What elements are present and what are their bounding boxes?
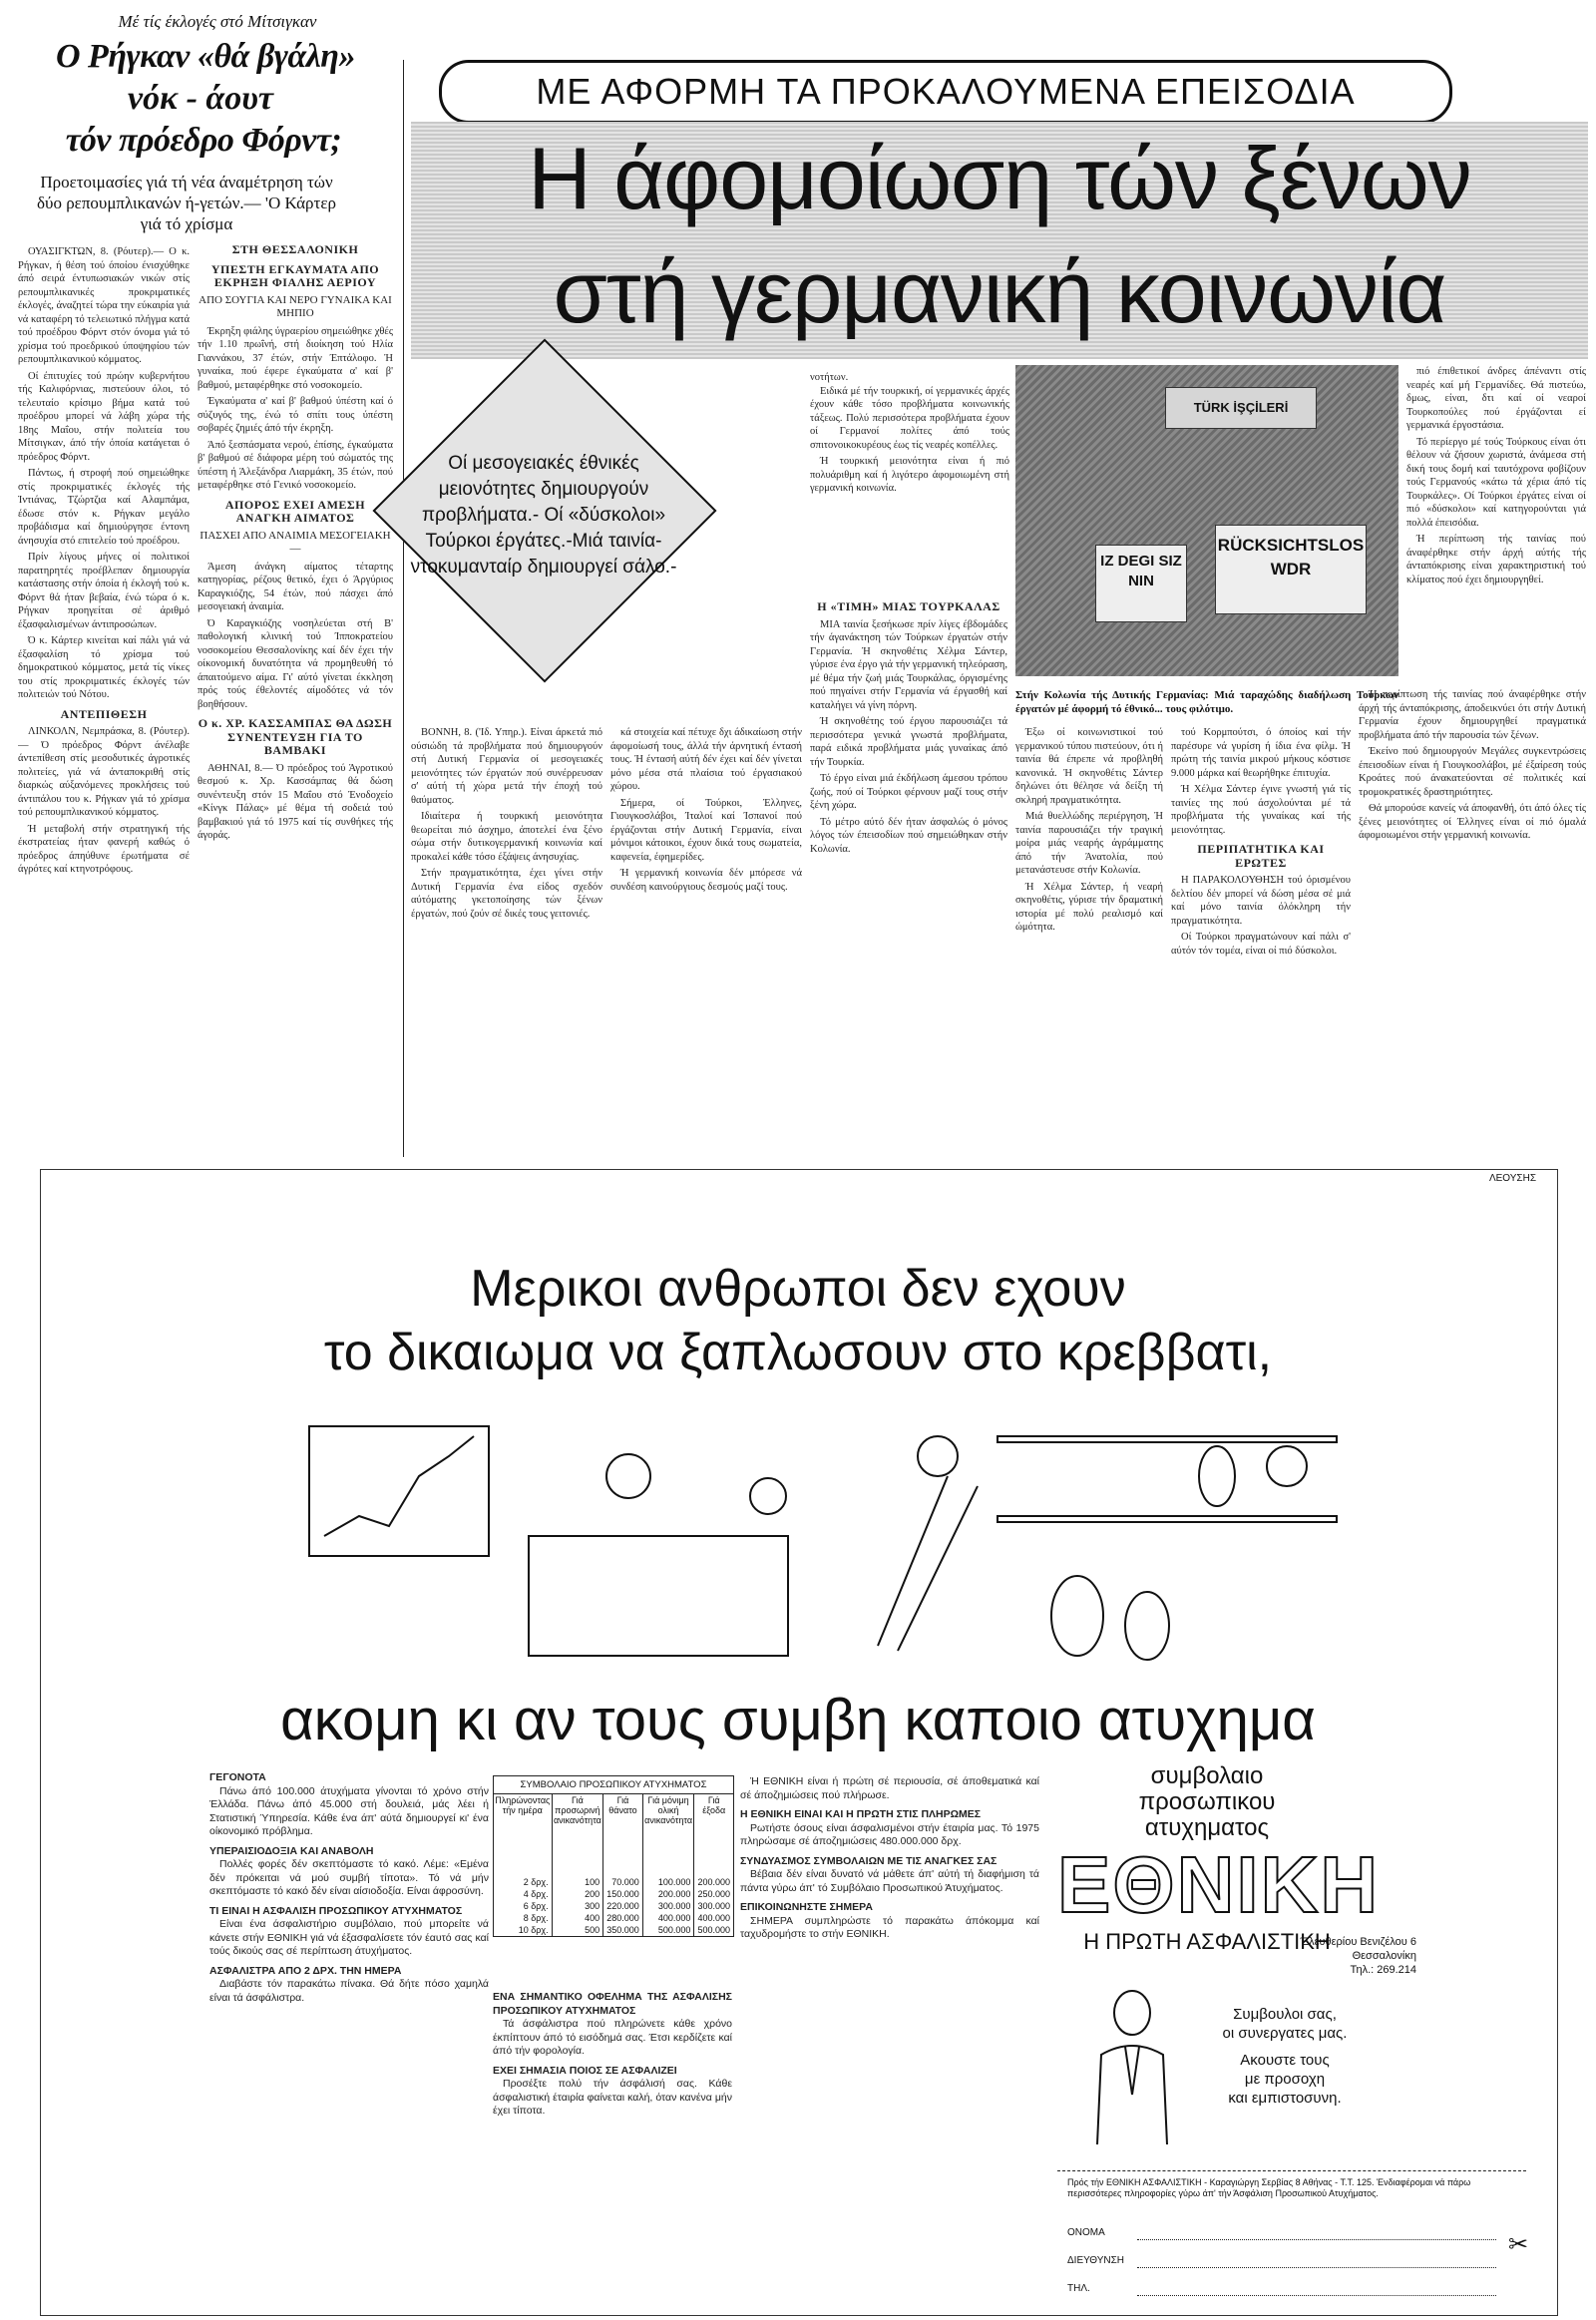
ad-tagline: ακομη κι αν τους συμβη καποιο ατυχημα [280, 1688, 1316, 1752]
feature-column-1 [411, 726, 602, 1157]
feature-intro-tail: νοτήτων. [810, 372, 849, 383]
coupon-address-field[interactable] [1137, 2267, 1496, 2268]
feature-column-5 [1171, 726, 1351, 1157]
feature-paragraph: Ή Χέλμα Σάντερ, ή νεαρή σκηνοθέτις, γύρισε τήν δραματική ιστορία μέ πολύ ρεαλισμό καί ώμότητα. [1015, 881, 1163, 933]
desk [529, 1536, 788, 1656]
feature-paragraph: Θά μπορούσε κανείς νά άποφανθή, ότι άπό όλες τίς ξένες μειονότητες οί Έλληνες είναι οί πιό όμαλά άφομοιωμένοι στήν γερμανική κοινωνία. [1359, 803, 1586, 841]
ad-paragraph: Ή ΕΘΝΙΚΗ είναι ή πρώτη σέ περιουσία, σέ άποθεματικά καί σέ άποζημιώσεις πού πλήρωσε. [740, 1775, 1039, 1801]
vase [1125, 1592, 1169, 1660]
ad-table [494, 1794, 733, 1936]
feature-headline-2: στή γερμανική κοινωνία [553, 242, 1446, 341]
left-headline-1: Ο Ρήγκαν «θά βγάλη» [56, 38, 355, 75]
ad-table-row [494, 1924, 733, 1936]
left-body [18, 245, 190, 884]
local-story-paragraph: Έκρηξη φιάλης ύγραερίου σημειώθηκε χθές τήν 1.10 πρωΐνή, στή διοίκηση τού Ηλία Γιαννάκου, 37 έτών, στήν Έπτάλοφο. Ή γυναίκα, πού έφερε έγκαύματα α' καί β' βαθμού, μεταφέρθηκε στό νοσοκομείο. [198, 325, 393, 391]
ad-table-cell: 500.000 [697, 1925, 730, 1935]
coupon-phone-label: ΤΗΛ. [1067, 2283, 1090, 2294]
ad-paragraph: ΣΗΜΕΡΑ συμπληρώστε τό παρακάτω άπόκομμα καί ταχυδρομήστε το στήν ΕΘΝΙΚΗ. [740, 1914, 1039, 1940]
local-story-paragraph: Άμεση άνάγκη αίματος τέταρτης κατηγορίας, ρέζους θετικό, έχει ό Άργύριος Καραγκιόζης, 54 έτών, πού πάσχει άπό μεσογειακή άναιμία. [198, 561, 393, 612]
local-story-paragraph: Άπό ξεσπάσματα νερού, έπίσης, έγκαύματα β' βαθμού σέ διάφορα μέρη τού σώματός της ύπέστη ή Άλεξάνδρα Λιαρμάκη, 35 έτών, πού μεταφέρθηκε στό Γενικό νοσοκομείο. [198, 439, 393, 491]
placard-text: RÜCKSICHTSLOS WDR [1217, 536, 1365, 579]
ad-table-cell: 200.000 [642, 1888, 694, 1900]
feature-paragraph: Στήν πραγματικότητα, έχει γίνει στήν Δυτική Γερμανία ένα είδος σχεδόν αύτόματης γκετοποίησης τών ξένων έργατών, πού ζούν σέ δικές τους γειτονιές. [411, 868, 602, 920]
ad-section-heading: ΥΠΕΡΑΙΣΙΟΔΟΞΙΑ ΚΑΙ ΑΝΑΒΟΛΗ [209, 1844, 374, 1857]
ad-section-heading: ΕΧΕΙ ΣΗΜΑΣΙΑ ΠΟΙΟΣ ΣΕ ΑΣΦΑΛΙΖΕΙ [493, 2064, 677, 2077]
ad-table-header-row [494, 1794, 733, 1876]
chart-line [324, 1436, 474, 1536]
antepithesi-paragraph: ΛΙΝΚΟΛΝ, Νεμπράσκα, 8. (Ρόυτερ).— Ό πρόεδρος Φόρντ άνέλαβε άντεπίθεση στίς μεσοδυτικές άγροτικές πολιτείες, γιά νά άνταποκριθή στίς διαρκώς αύξανόμενες προκλήσεις τού άντιπάλου του κ. Ρήγκαν γιά τό χρίσμα τού ρεπουμπλικανικού κόμματος. [18, 726, 190, 818]
local-story-4-title: Ο κ. ΧΡ. ΚΑΣΣΑΜΠΑΣ ΘΑ ΔΩΣΗ ΣΥΝΕΝΤΕΥΞΗ ΓΙΑ ΤΟ ΒΑΜΒΑΚΙ [198, 716, 393, 757]
brand-top-line: προσωπικου [1138, 1788, 1276, 1815]
left-kicker: Μέ τίς έκλογές στό Μίτσιγκαν [118, 12, 317, 31]
feature-column-4 [1015, 726, 1163, 1157]
scissors-icon: ✂ [1508, 2230, 1529, 2258]
advisor-line: με προσοχη [1244, 2071, 1326, 2088]
ad-paragraph: Προσέξτε πολύ τήν άσφάλισή σας. Κάθε άσφαλιστική έταιρία φαίνεται καλή, όταν κανένα μήν έχει τίποτα. [493, 2078, 732, 2117]
local-story-1-title: ΥΠΕΣΤΗ ΕΓΚΑΥΜΑΤΑ ΑΠΟ ΕΚΡΗΞΗ ΦΙΑΛΗΣ ΑΕΡΙΟΥ [210, 261, 380, 289]
feature-paragraph: Ή Χέλμα Σάντερ έγινε γνωστή γιά τίς ταινίες της πού άσχολούνται μέ τά προβλήματα τής γυναίκας καί τής μειονότητας. [1171, 784, 1351, 836]
local-story-paragraph: Ό Καραγκιόζης νοσηλεύεται στή Β' παθολογική κλινική τού Ίπποκρατείου νοσοκομείου Θεσσαλονίκης καί δέν έχει τήν οίκονομική δυνατότητα νά προμηθευθή τό άπαιτούμενο αίμα. Γι' αύτό γίνεται έκκληση πρός τούς έθελοντές αίμοδότες νά τόν βοηθήσουν. [198, 617, 393, 710]
ad-section-heading: ΤΙ ΕΙΝΑΙ Η ΑΣΦΑΛΙΣΗ ΠΡΟΣΩΠΙΚΟΥ ΑΤΥΧΗΜΑΤΟΣ [209, 1904, 463, 1917]
left-body-paragraph: Πάντως, ή στροφή πού σημειώθηκε στίς προκριματικές έκλογές τής Ίντιάνας, Τζώρτζια καί Αλαμπάμα, έδωσε στόν κ. Ρήγκαν μεγάλο προβάδισμα καί δημιούργησε έντονη άνησυχία στό επιτελείο τού προέδρου. [18, 468, 190, 547]
ad-table-cell: 300.000 [642, 1900, 694, 1912]
local-story-2-title: ΑΠΟ ΣΟΥΓΙΑ ΚΑΙ ΝΕΡΟ ΓΥΝΑΙΚΑ ΚΑΙ ΜΗΠΙΟ [199, 293, 392, 319]
feature-intro-paragraph: Ή τουρκική μειονότητα είναι ή πιό πολυάριθμη καί ή λιγότερο άφομοιωμένη στή γερμανική κοινωνία. [810, 456, 1009, 494]
figure-head [1267, 1446, 1307, 1486]
feature-banner [439, 60, 1452, 124]
figure-head [606, 1454, 650, 1498]
left-body-paragraph: ΟΥΑΣΙΓΚΤΩΝ, 8. (Ρόυτερ).— Ο κ. Ρήγκαν, ή θέση τού όποίου ένισχύθηκε άπό σειρά έντυπωσιακών νικών στίς ρεπουμπλικανικές προκριματικές έκλογές, άναζητεί τώρα την εύκαιρία γιά νά καταφέρη τό τελειωτικό πλήγμα κατά τού προέδρου Φόρντ στόν όνομα γιά τό χρίσμα τού προεδρικού ύποψηφίου τών ρεπουμπλικανικού κόμματος. [18, 246, 190, 365]
ad-table-cell: 350.000 [603, 1924, 643, 1936]
ad-table-cell: 300.000 [697, 1901, 730, 1911]
ad-facts-heading: ΓΕΓΟΝΟΤΑ [209, 1771, 266, 1783]
address-line: Θεσσαλονίκη [1352, 1950, 1416, 1962]
ad-table-row [494, 1900, 733, 1912]
ad-table-cell: 10 δρχ. [494, 1924, 552, 1936]
ad-text-right [740, 1775, 1039, 2244]
ad-paragraph: Είναι ένα άσφαλιστήριο συμβόλαιο, πού μπορείτε νά κάνετε στήν ΕΘΝΙΚΗ γιά νά έξασφαλίσετε τόν έαυτό σας καί τούς δικούς σας σέ περίπτωση άτυχήματος. [209, 1918, 489, 1957]
feature-paragraph: τού Κορμπούτσι, ό όποίος καί τήν παρέσυρε νά γυρίση ή ίδια ένα φίλμ. Ή πρώτη τής ταινία μικρού μήκους κόστισε 9.000 μάρκα καί θεωρήθηκε έπιτυχία. [1171, 727, 1351, 779]
ad-table-row [494, 1888, 733, 1900]
ad-table-cell: 150.000 [603, 1888, 643, 1900]
ad-table-cell: 100.000 [642, 1876, 694, 1888]
ad-table-cell: 6 δρχ. [494, 1900, 552, 1912]
placard-text: TÜRK İŞÇİLERİ [1193, 400, 1289, 415]
feature-right-top [1406, 365, 1586, 674]
feature-paragraph: Σήμερα, οί Τούρκοι, Έλληνες, Γιουγκοσλάβοι, Ίταλοί καί Ίσπανοί πού έργάζονται στήν Δυτική Γερμανία, είναι μόνιμοι κάτοικοι, έχουν δικά τους σωματεία, καφενεία, έφημερίδες. [610, 797, 802, 863]
ad-headline-1: Μερικοι ανθρωποι δεν εχουν [470, 1260, 1126, 1318]
ad-table-cell: 400.000 [697, 1913, 730, 1923]
ad-table-cell: 70.000 [603, 1876, 643, 1888]
advisor-portrait [1087, 1985, 1177, 2144]
left-body-paragraph: Ό κ. Κάρτερ κινείται καί πάλι γιά νά έξασφαλίση τό χρίσμα τού δημοκρατικού κόμματος, μετά τίς νίκες του στίς προκριματικές έκλογές τών πολιτειών τού Νότου. [18, 635, 190, 700]
ad-table-cell: 100 [552, 1876, 603, 1888]
ad-table-header: Γιά θάνατο [603, 1794, 643, 1876]
feature-intro [810, 371, 1009, 588]
ad-table-cell: 500.000 [642, 1924, 694, 1936]
ad-table-cell: 4 δρχ. [494, 1888, 552, 1900]
ad-table-cell: 8 δρχ. [494, 1912, 552, 1924]
ad-table-row [494, 1912, 733, 1924]
peripatitika-heading: ΠΕΡΙΠΑΤΗΤΙΚΑ ΚΑΙ ΕΡΩΤΕΣ [1197, 842, 1325, 870]
left-headline-2: νόκ - άουτ [128, 80, 273, 117]
feature-paragraph: Οί Τούρκοι πραγματώνουν καί πάλι σ' αύτόν τόν τομέα, είναι οί πιό δύσκολοι. [1171, 932, 1351, 957]
local-section-heading: ΣΤΗ ΘΕΣΣΑΛΟΝΙΚΗ [231, 242, 359, 256]
ad-headline-2: το δικαιωμα να ξαπλωσουν στο κρεββατι, [323, 1324, 1273, 1381]
left-headline-3: τόν πρόεδρο Φόρντ; [65, 122, 342, 159]
brand-logo: ΕΘΝΙΚΗ [1057, 1840, 1381, 1929]
ad-paragraph: Πολλές φορές δέν σκεπτόμαστε τό κακό. Λέμε: «Εμένα δέν πρόκειται νά μού συμβή τίποτα». Τό νά μήν σκεπτόμαστε τό κακό δέν είναι αίσιοδοξία. Είναι άφροσύνη. [209, 1858, 489, 1897]
ad-table-header: Πληρώνοντας τήν ημέρα [494, 1794, 552, 1876]
left-body-paragraph: Πρίν λίγους μήνες οί πολιτικοί παρατηρητές προέβλεπαν δημιουργία κατάστασης στήν όποία ή έκλογή τού κ. Φόρντ θά ήταν βεβαία, ένώ τώρα ό κ. Ρήγκαν προηγείται σέ άριθμό έξασφαλισμένων άντιπροσώπων. [18, 552, 190, 630]
ad-section-heading: ΕΝΑ ΣΗΜΑΝΤΙΚΟ ΟΦΕΛΗΜΑ ΤΗΣ ΑΣΦΑΛΙΣΗΣ ΠΡΟΣΩΠΙΚΟΥ ΑΤΥΧΗΜΑΤΟΣ [493, 1991, 732, 2017]
ad-table-header: Γιά έξοδα [702, 1795, 726, 1815]
vase [1051, 1576, 1103, 1656]
feature-paragraph: Τό περίεργο μέ τούς Τούρκους είναι ότι θέλουν νά ζήσουν χωριστά, άνάμεσα στή δική τους δομή καί ταυτόχρονα φοβίζουν τούς Γερμανούς «κάτω τά χέρια άπό τίς Τουρκάλες». Οί Τούρκοι έργάτες είναι οί πιό «δύσκολοι» καί κατηγορούνται γιά πολλά έπεισόδια. [1406, 436, 1586, 529]
left-body-paragraph: Οί έπιτυχίες τού πρώην κυβερνήτου τής Καλιφόρνιας, πιστεύουν όλοι, τό τελευταίο κρίσιμο βήμα κατά τού προέδρου μπορεί νά λάβη χώρα τής 18ης Μαΐου, στήν πολιτεία του Μίτσιγκαν, άπό τήν όποία κατάγεται ό πρόεδρος Φόρντ. [18, 370, 190, 463]
advisor-line: Συμβουλοι σας, [1233, 2006, 1337, 2023]
shelf [998, 1516, 1337, 1522]
feature-paragraph: κά στοιχεία καί πέτυχε δχι άδικαίωση στήν άφομοίωσή τους, άλλά τήν άρνητική έντασή τους. Ή έντασή αύτή δέν έχει καί δέν γίνεται μόνο μέσα στά πλαίσια τού έργασιακού χώρου. [610, 727, 802, 792]
ad-table-header: Γιά προσωρινή ανικανότητα [552, 1794, 603, 1876]
feature-paragraph: Τό έργο είναι μιά έκδήλωση άμεσου τρόπου ζωής, πού οί Τούρκοι φέρνουν μαζί τους στήν ξένη χώρα. [810, 773, 1007, 811]
local-story-3-sub: ΠΑΣΧΕΙ ΑΠΟ ΑΝΑΙΜΙΑ ΜΕΣΟΓΕΙΑΚΗ — [200, 529, 391, 555]
ad-table-title: ΣΥΜΒΟΛΑΙΟ ΠΡΟΣΩΠΙΚΟΥ ΑΤΥΧΗΜΑΤΟΣ [494, 1776, 733, 1794]
advisor-line: οι συνεργατες μας. [1222, 2025, 1348, 2042]
feature-column-6 [1359, 688, 1586, 1157]
antepithesi-heading: ΑΝΤΕΠΙΘΕΣΗ [60, 706, 148, 721]
advisor-text [1185, 2005, 1385, 2108]
ad-section-heading: ΑΣΦΑΛΙΣΤΡΑ ΑΠΟ 2 ΔΡΧ. ΤΗΝ ΗΜΕΡΑ [209, 1964, 402, 1977]
ad-table-cell: 200 [552, 1888, 603, 1900]
feature-paragraph: Έξω οί κοινωνιστικοί τού γερμανικού τύπου πιστεύουν, ότι ή ταινία θά έπρεπε νά προβληθή κανονικά. Ή σκηνοθέτις Σάντερ δηλώνει ότι θέλησε νά δείξη τή σκληρή πραγματικότητα. [1015, 727, 1163, 806]
brand-subtitle: Η ΠΡΩΤΗ ΑΣΦΑΛΙΣΤΙΚΗ [1083, 1929, 1331, 1954]
placard [1215, 525, 1367, 614]
ad-table-wrap [493, 1775, 734, 1937]
feature-callout-text: Οί μεσογειακές έθνικές μειονότητες δημιουργούν προβλήματα.- Οί «δύσκολοι» Τούρκοι έργάτες.-Μιά ταινία-ντοκυμανταίρ δημιουργεί σάλο.- [410, 453, 677, 578]
ad-paragraph: Ρωτήστε όσους είναι άσφαλισμένοι στήν έταιρία μας. Τό 1975 πληρώσαμε σέ άποζημιώσεις 480.000.000 δρχ. [740, 1821, 1039, 1847]
feature-banner-text: ΜΕ ΑΦΟΡΜΗ ΤΑ ΠΡΟΚΑΛΟΥΜΕΝΑ ΕΠΕΙΣΟΔΙΑ [536, 71, 1356, 112]
ad-table-cell: 400.000 [642, 1912, 694, 1924]
feature-paragraph: πιό έπιθετικοί άνδρες άπέναντι στίς νεαρές καί μή Γερμανίδες. Θά πιστεύω, δμως, είναι, δτι καί οί νεαροί Τουρκοπούλες πού έργάζονται εί γερμανικά έργοστάσια. [1406, 366, 1586, 431]
feature-paragraph: Ή περίπτωση τής ταινίας πού άναφέρθηκε στήν άρχή αύτής τής άνταπόκρισης είναι χαρακτηριστική τού κλίματος πού έχει δημιουργηθεί. [1406, 534, 1586, 585]
feature-intro-paragraph: Ειδικά μέ τήν τουρκική, οί γερμανικές άρχές έχουν κάθε τόσο προβλήματα κοινωνικής τάξεως. Πολύ περισσότερα προβλήματα έχουν οί Γερμανοί πολίτες άπό τούς σπιτονοικοκυρέους έως τίς νεαρές κοπέλλες. [810, 385, 1009, 451]
advisor-line: Ακουστε τους [1240, 2052, 1330, 2069]
ad-paragraph: Βέβαια δέν είναι δυνατό νά μάθετε άπ' αύτή τή διαφήμιση τά πάντα γύρω άπ' τό Συμβόλαιο Προσωπικού Άτυχήματος. [740, 1868, 1039, 1894]
feature-paragraph: Τό μέτρο αύτό δέν ήταν άσφαλώς ό μόνος λόγος τών έπεισοδίων πού σημειώθηκαν στήν Κολωνία. [810, 816, 1007, 855]
ad-table-cell: 2 δρχ. [494, 1876, 552, 1888]
feature-paragraph: Η ΠΑΡΑΚΟΛΟΥΘΗΣΗ τού όρισμένου δελτίου δέν μπορεί νά δώση μέσα σέ μιά καί μόνο ταινία όλόκληρη τήν πραγματικότητα. [1171, 875, 1351, 927]
coupon-address-label: ΔΙΕΥΘΥΝΣΗ [1067, 2255, 1124, 2266]
demonstration-photo [1015, 365, 1398, 676]
feature-column-2 [610, 726, 802, 1157]
vase [1199, 1446, 1235, 1506]
ad-table-cell: 250.000 [697, 1889, 730, 1899]
ad-paragraph: Πάνω άπό 100.000 άτυχήματα γίνονται τό χρόνο στήν Έλλάδα. Πάνω άπό 45.000 στή δουλειά, μάς λέει ή Στατιστική Ύπηρεσία. Κάθε ένα άπ' αύτά δημιουργεί κι' ένα οίκονομικό πρόβλημα. [209, 1784, 489, 1837]
address-line: Έλευθερίου Βενιζέλου 6 [1300, 1936, 1416, 1948]
ad-table-row [494, 1876, 733, 1888]
address-phone: Τηλ.: 269.214 [1350, 1964, 1416, 1976]
ad-text-left [209, 1771, 489, 2230]
feature-headline-1: Η άφομοίωση τών ξένων [528, 129, 1471, 227]
ad-table-cell: 280.000 [603, 1912, 643, 1924]
placard [1095, 545, 1187, 622]
coupon-name-field[interactable] [1137, 2239, 1496, 2240]
ad-paragraph: Τά άσφάλιστρα πού πληρώνετε κάθε χρόνο έκπίπτουν άπό τό εισόδημά σας. Έτσι κερδίζετε καί άπό τήν φορολογία. [493, 2018, 732, 2057]
figure-head [918, 1436, 958, 1476]
ad-section-heading: Η ΕΘΝΙΚΗ ΕΙΝΑΙ ΚΑΙ Η ΠΡΩΤΗ ΣΤΙΣ ΠΛΗΡΩΜΕΣ [740, 1808, 982, 1820]
ad-cartoon [299, 1416, 1347, 1676]
feature-paragraph: ΒΟΝΝΗ, 8. ('Ιδ. Υπηρ.). Είναι άρκετά πιό ούσιώδη τά προβλήματα πού δημιουργούν στή Δυτική Γερμανία οί μεσογειακές μειονότητες τών έργατών πού συνέρρευσαν σ' αύτή τή χώρα μετά τήν έποχή τού θαύματος. [411, 727, 602, 806]
feature-paragraph: Ή γερμανική κοινωνία δέν μπόρεσε νά συνδέση καινούργιους δεσμούς μαζί τους. [610, 868, 802, 893]
column-divider [403, 60, 404, 1157]
advisor-line: και εμπιστοσυνη. [1228, 2090, 1342, 2107]
feature-column-3 [810, 594, 1007, 1157]
feature-paragraph: Ή περίπτωση τής ταινίας πού άναφέρθηκε στήν άρχή τής άνταπόκρισης, άποδεικνύει ότι στήν Δυτική Γερμανία έχουν δημιουργηθεί πραγματικά προβλήματα άπό τήν παρουσία τών ξένων. [1359, 689, 1586, 741]
shelf [998, 1436, 1337, 1442]
photo-caption: Στήν Κολωνία τής Δυτικής Γερμανίας: Μιά ταραχώδης διαδήλωση Τούρκων έργατών μέ άφορμή τό έθνικό... τους φιλότιμο. [1015, 689, 1398, 715]
ad-table-header: Γιά μόνιμη ολική ανικανότητα [642, 1794, 694, 1876]
ad-table-cell: 200.000 [697, 1877, 730, 1887]
ad-table-cell: 300 [552, 1900, 603, 1912]
brand-top-line: ατυχηματος [1144, 1814, 1270, 1841]
antepithesi-paragraph: Ή μεταβολή στήν στρατηγική τής έκστρατείας ήταν φανερή καθώς ό πρόεδρος άπηύθυνε έρωτήματα σέ άγρότες καί κτηνοτρόφους. [18, 823, 190, 875]
local-story-paragraph: ΑΘΗΝΑΙ, 8.— Ό πρόεδρος τού Άγροτικού θεσμού κ. Χρ. Κασσάμπας θά δώση συνέντευξη στόν 15 Μαΐου στό Ένοδοχείο «Κίνγκ Πάλας» μέ θέμα τή σοδειά τού βαμβακιού γιά τό 1975 καί τίς συνθήκες τής άγοράς. [198, 762, 393, 841]
ad-agency: ΛΕΟΥΣΗΣ [1488, 1173, 1536, 1184]
brand-top-line: συμβολαιο [1150, 1762, 1264, 1789]
feature-paragraph: Ιδιαίτερα ή τουρκική μειονότητα θεωρείται πιό άσχημο, άποτελεί ένα ξένο σώμα στήν δυτικογερμανική κοινωνία καί προκαλεί κάθε τόσο έξάψεις άνησυχίας. [411, 811, 602, 863]
placard-text: IZ DEGI SIZ NIN [1100, 553, 1182, 589]
feature-paragraph: Ή σκηνοθέτης τού έργου παρουσιάζει τά περισσότερα γενικά γνωστά προβλήματα, παρά ειδικά προβλήματα μιάς γυναίκας άπό τήν Τουρκία. [810, 716, 1007, 768]
feature-paragraph: ΜΙΑ ταινία ξεσήκωσε πρίν λίγες έβδομάδες τήν άγανάκτηση τών Τούρκων έργατών στήν Γερμανία. Ή σκηνοθέτις Χέλμα Σάντερ, γύρισε ένα έργο γιά τήν γερμανική τηλεόραση, μέ θέμα τήν ζωή μιάς Τουρκάλας, όργισμένης πού πηγαίνει στήν Γερμανία νά έργασθή καί καταλήγει νά γίνη πόρνη. [810, 618, 1007, 711]
ad-section-heading: ΕΠΙΚΟΙΝΩΝΗΣΤΕ ΣΗΜΕΡΑ [740, 1901, 873, 1913]
placard [1165, 387, 1317, 429]
ad-text-middle [493, 1991, 732, 2230]
ad-table-cell: 400 [552, 1912, 603, 1924]
ad-table-cell: 500 [552, 1924, 603, 1936]
ad-table-cell: 220.000 [603, 1900, 643, 1912]
left-subhead: Προετοιμασίες γιά τή νέα άναμέτρηση τών δύο ρεπουμπλικανών ή-γετών.— 'Ο Κάρτερ γιά τό χρίσμα [37, 173, 336, 233]
local-story-paragraph: Έγκαύματα α' καί β' βαθμού ύπέστη καί ό σύζυγός της, ένώ τό σπίτι τους ύπέστη σοβαρές ζημιές άπό τήν έκρηξη. [198, 396, 393, 434]
feature-paragraph: Έκείνο πού δημιουργούν Μεγάλες συγκεντρώσεις έπεισοδίων είναι ή Γιουγκοσλάβοι, μέ έξαίρεση τούς Κροάτες πού άνακατεύονται σέ πολιτικές καί τρομοκρατικές δραστηριότητες. [1359, 746, 1586, 798]
ad-section-heading: ΣΥΝΔΥΑΣΜΟΣ ΣΥΜΒΟΛΑΙΩΝ ΜΕ ΤΙΣ ΑΝΑΓΚΕΣ ΣΑΣ [740, 1854, 998, 1867]
coupon-phone-field[interactable] [1137, 2295, 1496, 2296]
feature-paragraph: Μιά θυελλώδης περιέργηση, Ή ταινία παρουσιάζει τήν τραγική μοίρα μιάς νεαρής άγράμματης άπό τήν Άνατολία, πού μετανάστευσε στήν Κολωνία. [1015, 811, 1163, 876]
ad-table-body [494, 1876, 733, 1936]
ad-paragraph: Διαβάστε τόν παρακάτω πίνακα. Θά δήτε πόσο χαμηλά είναι τά άσφάλιστρα. [209, 1978, 489, 2004]
coupon-name-label: ΟΝΟΜΑ [1067, 2227, 1105, 2238]
coupon-text: Πρός τήν ΕΘΝΙΚΗ ΑΣΦΑΛΙΣΤΙΚΗ - Καραγιώργη Σερβίας 8 Αθήνας - Τ.Τ. 125. Ένδιαφέρομαι νά πάρω περισσότερες πληροφορίες γύρω άπ' τήν Άσφάλιση Προσωπικού Ατυχήματος. [1067, 2177, 1471, 2198]
lamp [750, 1478, 786, 1514]
brand-address [1197, 1935, 1416, 1977]
coupon[interactable] [1057, 2170, 1529, 2311]
local-news-column [198, 237, 393, 1145]
timi-heading: Η «ΤΙΜΗ» ΜΙΑΣ ΤΟΥΡΚΑΛΑΣ [817, 599, 1000, 613]
local-story-3-title: ΑΠΟΡΟΣ ΕΧΕΙ ΑΜΕΣΗ ΑΝΑΓΚΗ ΑΙΜΑΤΟΣ [224, 497, 366, 525]
